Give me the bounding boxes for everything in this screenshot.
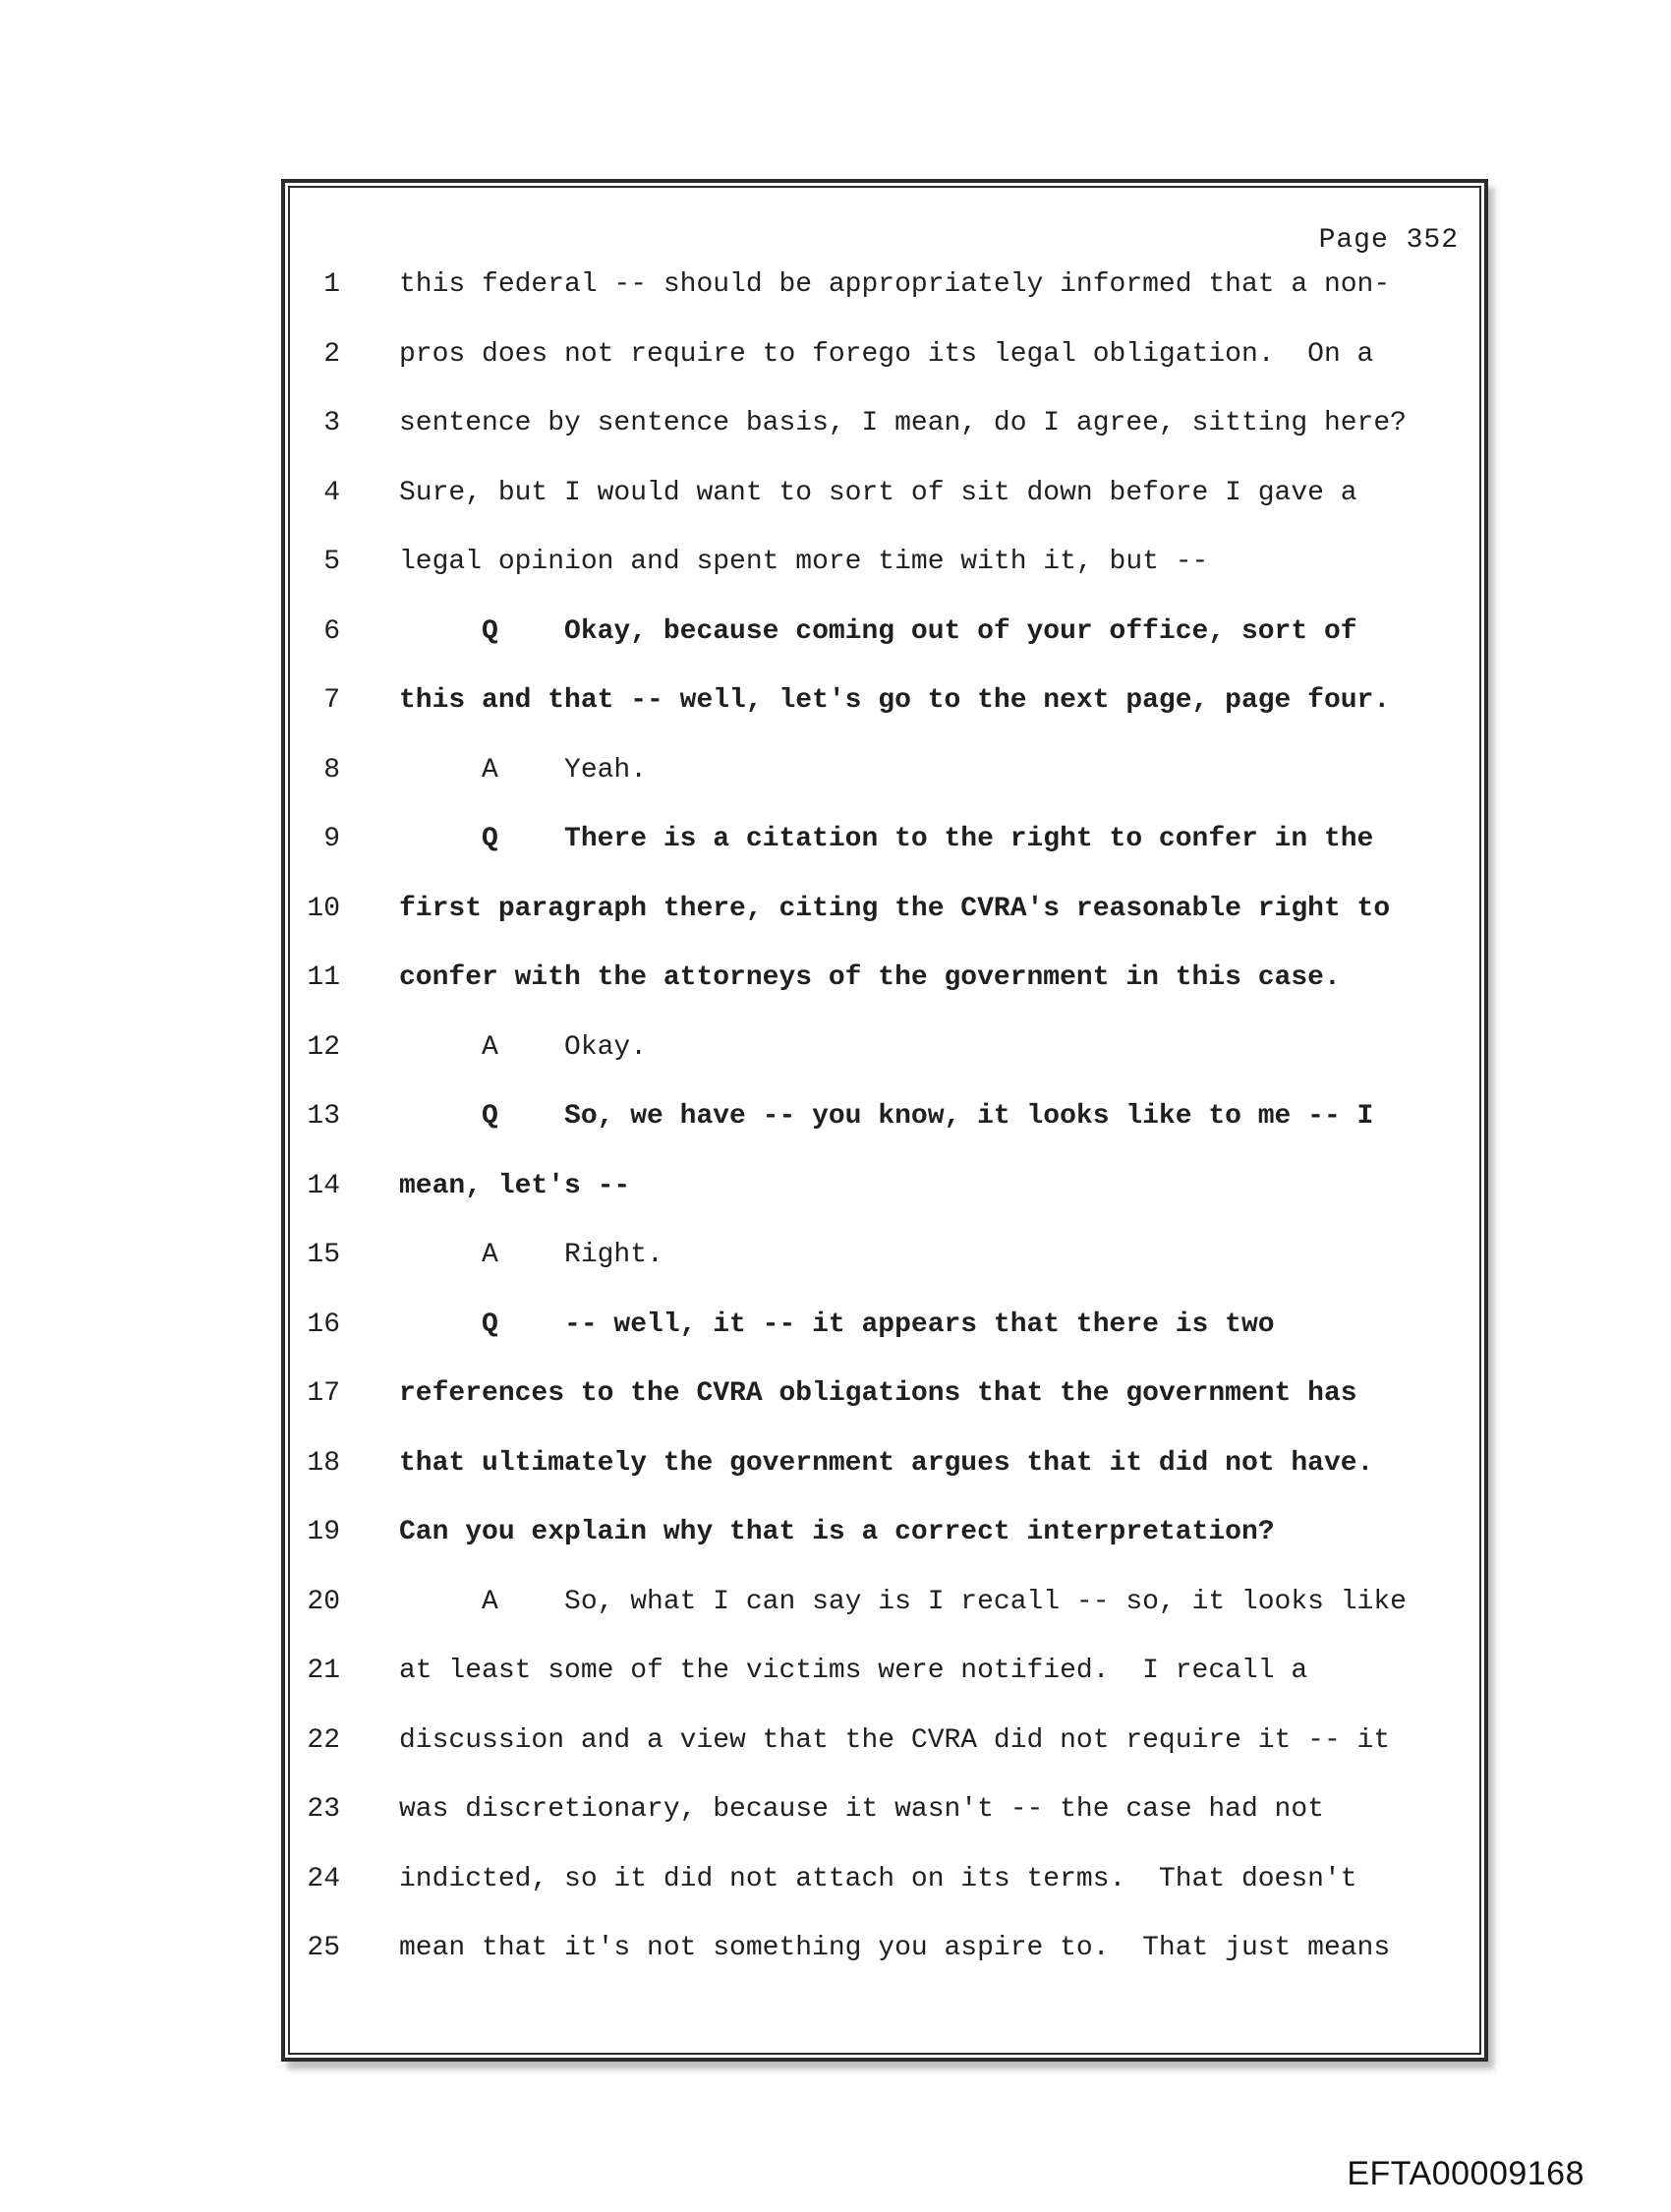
line-text: Q So, we have -- you know, it looks like to me -- I (399, 1101, 1374, 1132)
line-text: Q Okay, because coming out of your office, sort of (399, 615, 1357, 647)
line-text: this and that -- well, let's go to the next page, page four. (399, 685, 1391, 716)
transcript-line (290, 528, 1479, 598)
line-number: 17 (307, 1378, 340, 1409)
transcript-line (290, 1291, 1479, 1361)
line-number: 23 (307, 1794, 340, 1825)
line-number: 24 (307, 1863, 340, 1894)
transcript-line (290, 1498, 1479, 1568)
transcript-line (290, 1082, 1479, 1152)
page-number-label: Page 352 (1318, 225, 1459, 256)
line-number: 20 (307, 1586, 340, 1617)
transcript-line (290, 1637, 1479, 1707)
bates-stamp: EFTA00009168 (1347, 2155, 1585, 2192)
line-number: 15 (307, 1240, 340, 1270)
transcript-line (290, 944, 1479, 1014)
line-number: 8 (323, 754, 340, 786)
transcript-line (290, 736, 1479, 806)
transcript-line (290, 667, 1479, 736)
line-text: Can you explain why that is a correct interpretation? (399, 1517, 1275, 1547)
line-number: 2 (323, 338, 340, 370)
line-text: indicted, so it did not attach on its terms. That doesn't (399, 1863, 1357, 1894)
line-text: references to the CVRA obligations that the government has (399, 1378, 1357, 1409)
transcript-line (290, 389, 1479, 459)
line-number: 9 (323, 824, 340, 854)
line-text: sentence by sentence basis, I mean, do I agree, sitting here? (399, 408, 1407, 438)
transcript-line (290, 1775, 1479, 1845)
line-text: was discretionary, because it wasn't -- the case had not (399, 1794, 1324, 1825)
line-number: 22 (307, 1724, 340, 1756)
line-number: 25 (307, 1933, 340, 1963)
transcript-line (290, 805, 1479, 875)
line-text: this federal -- should be appropriately informed that a non- (399, 269, 1391, 300)
line-number: 1 (323, 269, 340, 300)
line-text: Q -- well, it -- it appears that there is two (399, 1309, 1275, 1340)
line-number: 4 (323, 477, 340, 508)
line-text: Q There is a citation to the right to confer in the (399, 824, 1374, 854)
line-text: mean that it's not something you aspire to. That just means (399, 1933, 1391, 1963)
line-number: 16 (307, 1309, 340, 1340)
page-inner-rule (288, 186, 1481, 2055)
transcript-line (290, 1914, 1479, 1984)
line-text: A Right. (399, 1240, 663, 1270)
line-number: 12 (307, 1031, 340, 1063)
line-text: mean, let's -- (399, 1170, 631, 1201)
line-number: 21 (307, 1656, 340, 1686)
transcript-line (290, 320, 1479, 390)
line-number: 13 (307, 1101, 340, 1132)
line-number: 7 (323, 685, 340, 716)
transcript-line (290, 1152, 1479, 1222)
line-number: 14 (307, 1170, 340, 1201)
line-text: at least some of the victims were notified. I recall a (399, 1656, 1308, 1686)
line-number: 5 (323, 547, 340, 577)
line-text: that ultimately the government argues that it did not have. (399, 1447, 1374, 1479)
transcript-line (290, 598, 1479, 668)
line-text: discussion and a view that the CVRA did not require it -- it (399, 1724, 1391, 1756)
line-text: first paragraph there, citing the CVRA's reasonable right to (399, 893, 1391, 924)
transcript-line (290, 1845, 1479, 1915)
transcript-line (290, 1707, 1479, 1776)
transcript-line (290, 251, 1479, 320)
line-number: 10 (307, 893, 340, 924)
line-number: 3 (323, 408, 340, 438)
line-number: 19 (307, 1517, 340, 1547)
line-text: A Yeah. (399, 754, 648, 786)
line-text: A Okay. (399, 1031, 648, 1063)
transcript-line (290, 1429, 1479, 1499)
line-text: pros does not require to forego its legal obligation. On a (399, 338, 1374, 370)
line-text: A So, what I can say is I recall -- so, it looks like (399, 1586, 1407, 1617)
line-text: Sure, but I would want to sort of sit down before I gave a (399, 477, 1357, 508)
transcript-lines (290, 251, 1479, 1984)
transcript-line (290, 875, 1479, 945)
transcript-line (290, 459, 1479, 529)
line-number: 11 (307, 962, 340, 993)
transcript-line (290, 1360, 1479, 1429)
line-number: 18 (307, 1447, 340, 1479)
line-text: legal opinion and spent more time with it, but -- (399, 547, 1209, 577)
page-border-frame (281, 179, 1488, 2062)
line-number: 6 (323, 615, 340, 647)
line-text: confer with the attorneys of the government in this case. (399, 962, 1341, 993)
transcript-line (290, 1221, 1479, 1291)
transcript-line (290, 1014, 1479, 1083)
transcript-line (290, 1568, 1479, 1638)
